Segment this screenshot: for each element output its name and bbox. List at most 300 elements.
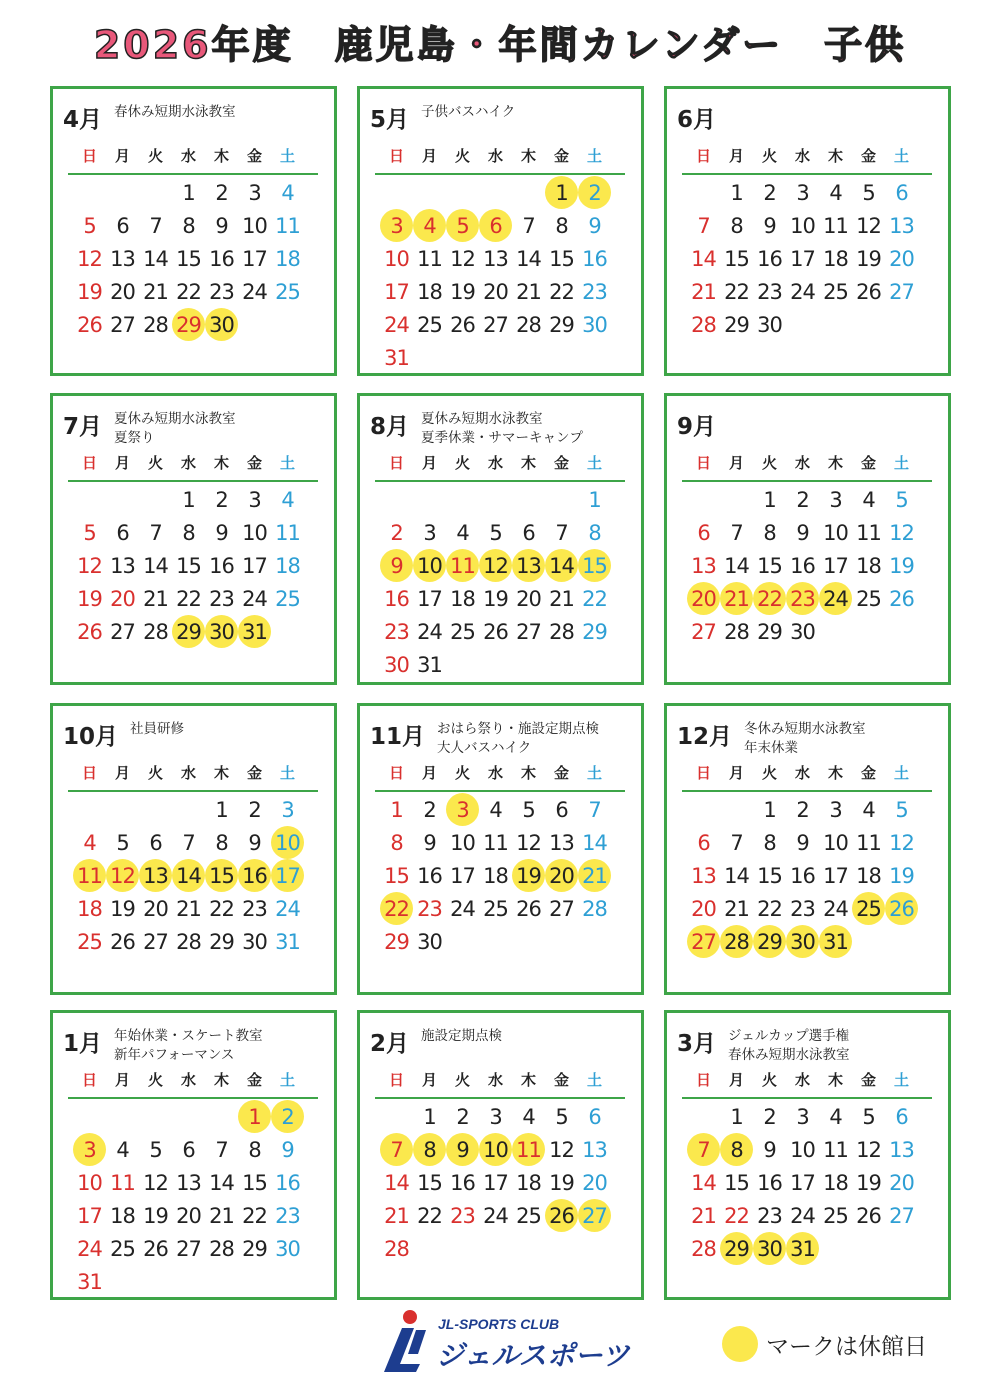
day-cell: 16 xyxy=(450,1170,475,1195)
weekday-label: 月 xyxy=(728,147,744,165)
day-cell: 14 xyxy=(384,1170,409,1195)
day-cell: 23 xyxy=(209,586,234,611)
header-divider xyxy=(375,480,625,482)
day-cell: 3 xyxy=(248,180,261,205)
weekday-label: 金 xyxy=(553,147,569,165)
day-cell: 2 xyxy=(215,180,228,205)
weekday-label: 火 xyxy=(454,147,470,165)
empty-cell xyxy=(512,176,545,209)
day-grid xyxy=(73,176,313,341)
day-cell: 11 xyxy=(856,830,881,855)
header-divider xyxy=(375,173,625,175)
day-cell: 1 xyxy=(182,487,195,512)
day-cell: 3 xyxy=(796,1104,809,1129)
day-cell: 21 xyxy=(384,1203,409,1228)
day-cell: 10 xyxy=(242,213,267,238)
day-cell: 4 xyxy=(489,797,502,822)
month-note: 大人バスハイク xyxy=(437,740,532,756)
month-label: 10月 xyxy=(63,724,119,750)
weekday-label: 土 xyxy=(586,1071,602,1089)
day-cell: 19 xyxy=(549,1170,574,1195)
day-cell: 9 xyxy=(796,520,809,545)
day-cell: 27 xyxy=(516,619,541,644)
closed-day-cell: 7 xyxy=(380,1133,413,1166)
weekday-label: 金 xyxy=(860,147,876,165)
day-cell: 6 xyxy=(697,830,710,855)
day-cell: 23 xyxy=(450,1203,475,1228)
empty-cell xyxy=(687,1100,720,1133)
day-cell: 30 xyxy=(757,312,782,337)
weekday-label: 日 xyxy=(81,1071,97,1089)
month-note: 社員研修 xyxy=(130,721,185,737)
day-cell: 17 xyxy=(790,246,815,271)
weekday-label: 水 xyxy=(794,1071,810,1089)
weekday-label: 水 xyxy=(487,764,503,782)
day-cell: 21 xyxy=(143,279,168,304)
empty-cell xyxy=(413,483,446,516)
day-cell: 5 xyxy=(895,487,908,512)
weekday-label: 月 xyxy=(114,764,130,782)
weekday-label: 日 xyxy=(388,764,404,782)
legend xyxy=(722,1324,927,1364)
day-cell: 12 xyxy=(450,246,475,271)
day-cell: 10 xyxy=(823,520,848,545)
day-cell: 5 xyxy=(83,213,96,238)
month-label: 12月 xyxy=(677,724,733,750)
day-cell: 29 xyxy=(384,929,409,954)
closed-day-cell: 30 xyxy=(205,615,238,648)
closed-day-cell: 22 xyxy=(753,582,786,615)
logo-brand-name: ジェルスポーツ xyxy=(436,1339,630,1372)
closed-day-cell: 28 xyxy=(720,925,753,958)
day-cell: 4 xyxy=(829,180,842,205)
closed-day-cell: 30 xyxy=(753,1232,786,1265)
day-cell: 15 xyxy=(724,246,749,271)
weekday-header xyxy=(380,452,620,474)
day-cell: 18 xyxy=(856,863,881,888)
month-card xyxy=(357,86,644,376)
day-cell: 20 xyxy=(889,246,914,271)
day-cell: 12 xyxy=(856,213,881,238)
day-grid xyxy=(687,176,927,341)
day-cell: 22 xyxy=(549,279,574,304)
day-cell: 28 xyxy=(209,1236,234,1261)
weekday-label: 日 xyxy=(81,147,97,165)
day-cell: 12 xyxy=(143,1170,168,1195)
month-card xyxy=(50,703,337,995)
weekday-header xyxy=(380,762,620,784)
day-cell: 8 xyxy=(248,1137,261,1162)
closed-day-cell: 10 xyxy=(479,1133,512,1166)
day-cell: 26 xyxy=(143,1236,168,1261)
month-note: 年始休業・スケート教室 xyxy=(114,1028,263,1044)
day-cell: 6 xyxy=(116,520,129,545)
weekday-label: 土 xyxy=(586,454,602,472)
day-cell: 19 xyxy=(77,279,102,304)
header-divider xyxy=(68,1097,318,1099)
weekday-header xyxy=(380,145,620,167)
weekday-label: 火 xyxy=(147,454,163,472)
day-cell: 15 xyxy=(384,863,409,888)
closed-day-cell: 5 xyxy=(446,209,479,242)
day-cell: 9 xyxy=(423,830,436,855)
day-cell: 10 xyxy=(242,520,267,545)
day-cell: 8 xyxy=(555,213,568,238)
day-cell: 3 xyxy=(248,487,261,512)
weekday-label: 土 xyxy=(893,764,909,782)
weekday-label: 金 xyxy=(553,1071,569,1089)
day-cell: 25 xyxy=(110,1236,135,1261)
day-cell: 29 xyxy=(242,1236,267,1261)
day-cell: 15 xyxy=(417,1170,442,1195)
empty-cell xyxy=(172,793,205,826)
day-cell: 2 xyxy=(215,487,228,512)
month-note: 子供バスハイク xyxy=(421,104,516,120)
empty-cell xyxy=(106,176,139,209)
header-divider xyxy=(682,173,932,175)
weekday-label: 木 xyxy=(827,1071,843,1089)
header-divider xyxy=(682,480,932,482)
month-note: おはら祭り・施設定期点検 xyxy=(437,721,600,737)
weekday-label: 水 xyxy=(794,764,810,782)
day-cell: 2 xyxy=(456,1104,469,1129)
day-cell: 8 xyxy=(588,520,601,545)
day-grid xyxy=(380,176,620,374)
day-cell: 23 xyxy=(582,279,607,304)
day-cell: 5 xyxy=(862,1104,875,1129)
day-cell: 16 xyxy=(275,1170,300,1195)
month-note: 夏季休業・サマーキャンプ xyxy=(421,430,584,446)
closed-day-cell: 13 xyxy=(139,859,172,892)
closed-day-cell: 20 xyxy=(545,859,578,892)
day-cell: 16 xyxy=(384,586,409,611)
weekday-label: 木 xyxy=(213,764,229,782)
day-cell: 11 xyxy=(275,213,300,238)
month-header xyxy=(370,410,583,450)
month-label: 2月 xyxy=(370,1031,410,1057)
day-cell: 27 xyxy=(483,312,508,337)
day-cell: 5 xyxy=(555,1104,568,1129)
weekday-label: 火 xyxy=(761,454,777,472)
day-cell: 6 xyxy=(522,520,535,545)
day-grid xyxy=(687,793,927,958)
day-cell: 14 xyxy=(143,246,168,271)
empty-cell xyxy=(512,483,545,516)
month-notes xyxy=(728,1027,850,1065)
day-cell: 29 xyxy=(724,312,749,337)
month-note: 年末休業 xyxy=(744,740,799,756)
day-cell: 12 xyxy=(889,830,914,855)
closed-day-cell: 3 xyxy=(73,1133,106,1166)
day-cell: 25 xyxy=(450,619,475,644)
day-cell: 23 xyxy=(384,619,409,644)
weekday-label: 日 xyxy=(81,454,97,472)
day-cell: 14 xyxy=(209,1170,234,1195)
day-cell: 18 xyxy=(417,279,442,304)
month-card xyxy=(50,86,337,376)
day-cell: 2 xyxy=(248,797,261,822)
day-cell: 20 xyxy=(691,896,716,921)
weekday-label: 火 xyxy=(761,1071,777,1089)
holiday-mark-icon xyxy=(722,1326,758,1362)
day-cell: 17 xyxy=(450,863,475,888)
weekday-label: 金 xyxy=(246,1071,262,1089)
day-cell: 17 xyxy=(77,1203,102,1228)
empty-cell xyxy=(106,793,139,826)
month-notes xyxy=(421,1027,502,1046)
day-cell: 18 xyxy=(275,246,300,271)
empty-cell xyxy=(139,483,172,516)
weekday-label: 土 xyxy=(893,147,909,165)
empty-cell xyxy=(479,176,512,209)
day-cell: 29 xyxy=(582,619,607,644)
weekday-label: 木 xyxy=(520,454,536,472)
day-cell: 25 xyxy=(417,312,442,337)
day-cell: 8 xyxy=(763,520,776,545)
empty-cell xyxy=(380,1100,413,1133)
day-cell: 12 xyxy=(516,830,541,855)
day-cell: 28 xyxy=(582,896,607,921)
day-cell: 16 xyxy=(757,1170,782,1195)
closed-day-cell: 11 xyxy=(446,549,479,582)
day-cell: 25 xyxy=(516,1203,541,1228)
day-cell: 13 xyxy=(889,213,914,238)
day-cell: 6 xyxy=(895,1104,908,1129)
day-cell: 27 xyxy=(889,279,914,304)
day-cell: 5 xyxy=(83,520,96,545)
month-header xyxy=(677,720,866,760)
weekday-label: 木 xyxy=(213,454,229,472)
weekday-label: 金 xyxy=(553,764,569,782)
closed-day-cell: 21 xyxy=(578,859,611,892)
day-cell: 23 xyxy=(790,896,815,921)
weekday-label: 日 xyxy=(388,454,404,472)
weekday-label: 日 xyxy=(695,147,711,165)
day-cell: 11 xyxy=(483,830,508,855)
day-cell: 25 xyxy=(275,586,300,611)
day-cell: 19 xyxy=(889,553,914,578)
closed-day-cell: 29 xyxy=(172,615,205,648)
weekday-label: 土 xyxy=(893,1071,909,1089)
day-cell: 31 xyxy=(275,929,300,954)
day-cell: 7 xyxy=(588,797,601,822)
day-cell: 28 xyxy=(384,1236,409,1261)
month-header xyxy=(63,720,184,760)
day-cell: 19 xyxy=(450,279,475,304)
day-cell: 29 xyxy=(757,619,782,644)
day-cell: 6 xyxy=(895,180,908,205)
closed-day-cell: 11 xyxy=(512,1133,545,1166)
weekday-label: 水 xyxy=(794,147,810,165)
logo-mark-icon xyxy=(380,1308,440,1376)
day-cell: 7 xyxy=(522,213,535,238)
weekday-label: 木 xyxy=(520,1071,536,1089)
day-grid xyxy=(73,483,313,648)
day-cell: 24 xyxy=(790,279,815,304)
day-cell: 3 xyxy=(829,797,842,822)
empty-cell xyxy=(139,793,172,826)
day-cell: 31 xyxy=(417,652,442,677)
empty-cell xyxy=(139,1100,172,1133)
empty-cell xyxy=(73,483,106,516)
day-cell: 7 xyxy=(555,520,568,545)
day-cell: 18 xyxy=(516,1170,541,1195)
day-cell: 25 xyxy=(823,279,848,304)
day-cell: 17 xyxy=(417,586,442,611)
month-header xyxy=(370,720,599,760)
day-cell: 30 xyxy=(790,619,815,644)
closed-day-cell: 15 xyxy=(578,549,611,582)
day-grid xyxy=(380,793,620,958)
day-cell: 17 xyxy=(790,1170,815,1195)
month-label: 6月 xyxy=(677,107,717,133)
day-cell: 16 xyxy=(209,553,234,578)
day-cell: 16 xyxy=(582,246,607,271)
day-cell: 4 xyxy=(456,520,469,545)
day-cell: 12 xyxy=(549,1137,574,1162)
day-cell: 12 xyxy=(856,1137,881,1162)
day-cell: 1 xyxy=(763,487,776,512)
weekday-label: 日 xyxy=(695,454,711,472)
day-cell: 21 xyxy=(691,279,716,304)
day-cell: 6 xyxy=(182,1137,195,1162)
day-cell: 21 xyxy=(209,1203,234,1228)
day-cell: 13 xyxy=(110,246,135,271)
day-cell: 9 xyxy=(215,213,228,238)
day-cell: 13 xyxy=(176,1170,201,1195)
day-cell: 4 xyxy=(862,487,875,512)
calendar-title: 2026年度 鹿児島・年間カレンダー 子供 xyxy=(93,23,907,67)
day-cell: 14 xyxy=(516,246,541,271)
day-cell: 19 xyxy=(483,586,508,611)
day-cell: 14 xyxy=(724,863,749,888)
empty-cell xyxy=(479,483,512,516)
header-divider xyxy=(682,1097,932,1099)
month-label: 7月 xyxy=(63,414,103,440)
day-cell: 7 xyxy=(182,830,195,855)
month-note: ジェルカップ選手権 xyxy=(728,1028,850,1044)
empty-cell xyxy=(73,176,106,209)
month-note: 夏休み短期水泳教室 xyxy=(114,411,236,427)
header-divider xyxy=(375,790,625,792)
day-cell: 8 xyxy=(215,830,228,855)
month-header xyxy=(677,103,728,143)
empty-cell xyxy=(687,176,720,209)
month-notes xyxy=(421,410,583,448)
day-cell: 18 xyxy=(77,896,102,921)
day-cell: 7 xyxy=(149,213,162,238)
weekday-label: 日 xyxy=(388,1071,404,1089)
closed-day-cell: 23 xyxy=(786,582,819,615)
day-cell: 9 xyxy=(281,1137,294,1162)
closed-day-cell: 31 xyxy=(786,1232,819,1265)
day-cell: 13 xyxy=(582,1137,607,1162)
weekday-label: 日 xyxy=(81,764,97,782)
closed-day-cell: 22 xyxy=(380,892,413,925)
day-cell: 26 xyxy=(483,619,508,644)
day-cell: 4 xyxy=(116,1137,129,1162)
day-cell: 30 xyxy=(582,312,607,337)
day-cell: 1 xyxy=(730,1104,743,1129)
legend-text: マークは休館日 xyxy=(766,1333,927,1360)
header-divider xyxy=(68,790,318,792)
day-cell: 20 xyxy=(176,1203,201,1228)
day-cell: 8 xyxy=(182,520,195,545)
day-cell: 24 xyxy=(450,896,475,921)
weekday-label: 土 xyxy=(279,764,295,782)
closed-day-cell: 3 xyxy=(380,209,413,242)
empty-cell xyxy=(720,793,753,826)
weekday-label: 金 xyxy=(860,1071,876,1089)
day-cell: 23 xyxy=(757,1203,782,1228)
day-cell: 15 xyxy=(724,1170,749,1195)
closed-day-cell: 11 xyxy=(73,859,106,892)
closed-day-cell: 29 xyxy=(753,925,786,958)
day-cell: 20 xyxy=(582,1170,607,1195)
day-cell: 12 xyxy=(77,553,102,578)
closed-day-cell: 26 xyxy=(545,1199,578,1232)
weekday-label: 日 xyxy=(388,147,404,165)
day-grid xyxy=(380,483,620,681)
day-cell: 24 xyxy=(275,896,300,921)
day-cell: 13 xyxy=(483,246,508,271)
weekday-label: 金 xyxy=(246,764,262,782)
month-note: 夏祭り xyxy=(114,430,155,446)
month-card xyxy=(50,393,337,685)
month-card xyxy=(664,86,951,376)
day-cell: 7 xyxy=(149,520,162,545)
day-cell: 5 xyxy=(149,1137,162,1162)
closed-day-cell: 4 xyxy=(413,209,446,242)
day-cell: 3 xyxy=(829,487,842,512)
weekday-label: 水 xyxy=(180,1071,196,1089)
day-cell: 25 xyxy=(483,896,508,921)
day-cell: 10 xyxy=(790,1137,815,1162)
day-cell: 13 xyxy=(889,1137,914,1162)
day-cell: 9 xyxy=(588,213,601,238)
weekday-label: 土 xyxy=(586,147,602,165)
closed-day-cell: 10 xyxy=(271,826,304,859)
club-logo xyxy=(380,1308,640,1376)
day-cell: 19 xyxy=(856,246,881,271)
day-cell: 1 xyxy=(588,487,601,512)
weekday-label: 月 xyxy=(114,454,130,472)
day-cell: 6 xyxy=(697,520,710,545)
weekday-label: 水 xyxy=(487,454,503,472)
day-cell: 26 xyxy=(450,312,475,337)
day-cell: 5 xyxy=(862,180,875,205)
weekday-label: 土 xyxy=(893,454,909,472)
day-cell: 9 xyxy=(763,1137,776,1162)
day-cell: 3 xyxy=(423,520,436,545)
closed-day-cell: 8 xyxy=(413,1133,446,1166)
closed-day-cell: 3 xyxy=(446,793,479,826)
weekday-label: 水 xyxy=(180,454,196,472)
month-header xyxy=(63,1027,263,1067)
day-cell: 15 xyxy=(757,863,782,888)
day-cell: 28 xyxy=(176,929,201,954)
month-notes xyxy=(114,103,236,122)
day-cell: 22 xyxy=(724,1203,749,1228)
weekday-label: 水 xyxy=(487,147,503,165)
weekday-header xyxy=(73,1069,313,1091)
day-cell: 5 xyxy=(522,797,535,822)
day-cell: 24 xyxy=(417,619,442,644)
day-cell: 27 xyxy=(110,312,135,337)
month-card xyxy=(664,1010,951,1300)
month-header xyxy=(370,1027,502,1067)
day-cell: 28 xyxy=(516,312,541,337)
